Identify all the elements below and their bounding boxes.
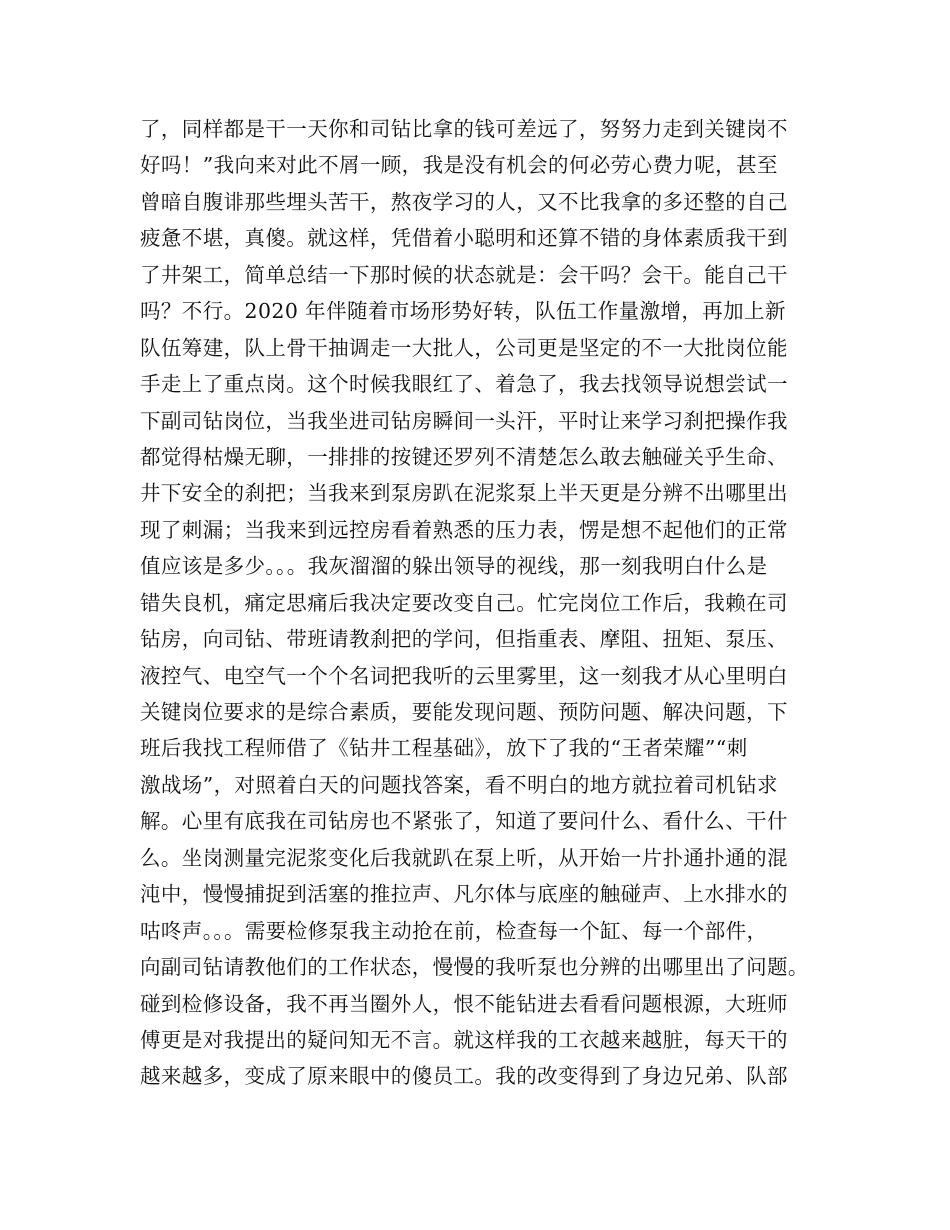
- text-line: 了井架工，简单总结一下那时候的状态就是：会干吗？会干。能自己干: [140, 262, 788, 287]
- text-line: 钻房，向司钻、带班请教刹把的学问，但指重表、摩阻、扭矩、泵压、: [140, 627, 788, 652]
- body-text: [140, 111, 830, 1095]
- text-line: 疲惫不堪，真傻。就这样，凭借着小聪明和还算不错的身体素质我干到: [140, 226, 788, 251]
- text-line: 错失良机，痛定思痛后我决定要改变自己。忙完岗位工作后，我赖在司: [140, 590, 788, 615]
- text-line: 了，同样都是干一天你和司钻比拿的钱可差远了，努努力走到关键岗不: [140, 117, 788, 141]
- text-line: 都觉得枯燥无聊，一排排的按键还罗列不清楚怎么敢去触碰关乎生命、: [140, 444, 788, 469]
- text-line: 激战场”，对照着白天的问题找答案，看不明白的地方就拉着司机钻求: [140, 772, 778, 797]
- text-line: 关键岗位要求的是综合素质，要能发现问题、预防问题、解决问题，下: [140, 700, 788, 724]
- text-line: 现了刺漏；当我来到远控房看着熟悉的压力表，愣是想不起他们的正常: [140, 517, 788, 542]
- text-line: 向副司钻请教他们的工作状态，慢慢的我听泵也分辨的出哪里出了问题。: [140, 955, 809, 980]
- text-line: 曾暗自腹诽那些埋头苦干，熬夜学习的人，又不比我拿的多还整的自己: [140, 189, 788, 214]
- text-line: 碰到检修设备，我不再当圈外人，恨不能钻进去看看问题根源，大班师: [140, 991, 788, 1016]
- text-line: 沌中，慢慢捕捉到活塞的推拉声、凡尔体与底座的触碰声、上水排水的: [140, 882, 788, 907]
- text-line: 越来越多，变成了原来眼中的傻员工。我的改变得到了身边兄弟、队部: [140, 1064, 788, 1089]
- text-line: 值应该是多少。。。我灰溜溜的躲出领导的视线，那一刻我明白什么是: [140, 554, 768, 579]
- text-line: 傅更是对我提出的疑问知无不言。就这样我的工衣越来越脏，每天干的: [140, 1027, 788, 1052]
- text-line: 手走上了重点岗。这个时候我眼红了、着急了，我去找领导说想尝试一: [140, 372, 788, 397]
- text-line: 解。心里有底我在司钻房也不紧张了，知道了要问什么、看什么、干什: [140, 809, 788, 834]
- text-line: 井下安全的刹把；当我来到泵房趴在泥浆泵上半天更是分辨不出哪里出: [140, 481, 788, 506]
- text-line: 班后我找工程师借了《钻井工程基础》，放下了我的“王者荣耀”“刺: [140, 736, 748, 761]
- text-line: 下副司钻岗位，当我坐进司钻房瞬间一头汗，平时让来学习刹把操作我: [140, 408, 788, 433]
- text-line: 么。坐岗测量完泥浆变化后我就趴在泵上听，从开始一片扑通扑通的混: [140, 845, 788, 870]
- text-line: 吗？不行。2020 年伴随着市场形势好转，队伍工作量激增，再加上新: [140, 299, 786, 324]
- text-line: 队伍筹建，队上骨干抽调走一大批人，公司更是坚定的不一大批岗位能: [140, 335, 788, 360]
- text-line: 咕咚声。。。需要检修泵我主动抢在前，检查每一个缸、每一个部件，: [140, 918, 768, 943]
- text-line: 液控气、电空气一个个名词把我听的云里雾里，这一刻我才从心里明白: [140, 663, 788, 688]
- text-line: 好吗！”我向来对此不屑一顾，我是没有机会的何必劳心费力呢，甚至: [140, 153, 778, 178]
